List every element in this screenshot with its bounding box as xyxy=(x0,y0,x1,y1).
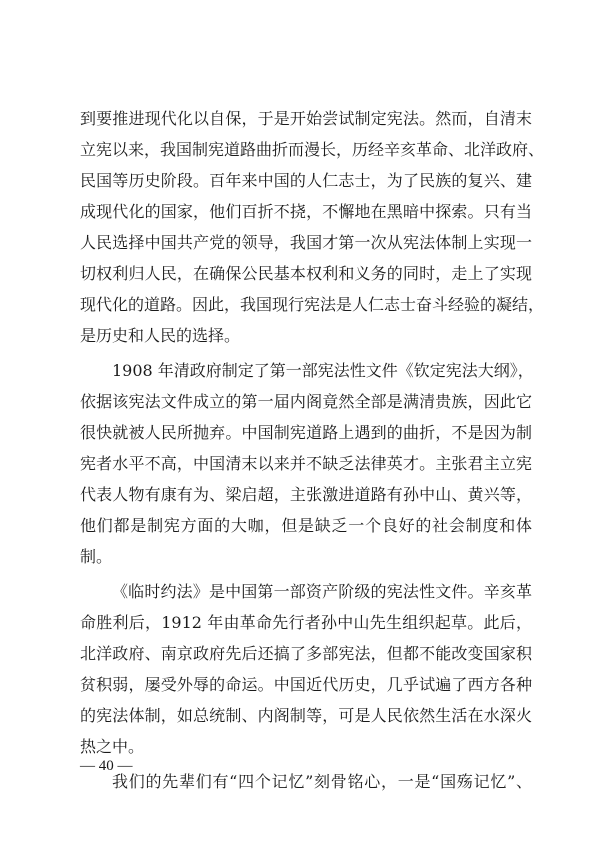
text-line: 的宪法体制，如总统制、内阁制等，可是人民依然生活在水深火 xyxy=(80,706,532,725)
text-line: 热之中。 xyxy=(80,737,145,756)
text-line: 民国等历史阶段。百年来中国的人仁志士，为了民族的复兴、建 xyxy=(80,171,532,190)
text-line: 人民选择中国共产党的领导，我国才第一次从宪法体制上实现一 xyxy=(80,233,532,252)
paragraph-3 xyxy=(80,576,532,762)
text-line: 北洋政府、南京政府先后还搞了多部宪法，但都不能改变国家积 xyxy=(80,644,532,663)
paragraph-1 xyxy=(80,103,545,351)
page-body xyxy=(80,103,545,801)
text-line: 到要推进现代化以自保，于是开始尝试制定宪法。然而，自清末 xyxy=(80,109,532,128)
text-line: 代表人物有康有为、梁启超，主张激进道路有孙中山、黄兴等， xyxy=(80,485,532,504)
text-line: 《临时约法》是中国第一部资产阶级的宪法性文件。辛亥革 xyxy=(112,582,532,601)
text-line: 宪者水平不高，中国清末以来并不缺乏法律英才。主张君主立宪 xyxy=(80,454,532,473)
text-line: 是历史和人民的选择。 xyxy=(80,326,241,345)
text-line: 制。 xyxy=(80,547,113,566)
text-line: 1908 年清政府制定了第一部宪法性文件《钦定宪法大纲》， xyxy=(112,361,534,380)
text-line: 贫积弱，屡受外辱的命运。中国近代历史，几乎试遍了西方各种 xyxy=(80,675,532,694)
text-line: 现代化的道路。因此，我国现行宪法是人仁志士奋斗经验的凝结， xyxy=(80,295,545,314)
text-line: 成现代化的国家，他们百折不挠，不懈地在黑暗中探索。只有当 xyxy=(80,202,532,221)
text-line: 我们的先辈们有“四个记忆”刻骨铭心，一是“国殇记忆”、 xyxy=(112,772,532,791)
paragraph-4 xyxy=(80,766,532,797)
page-number: — 40 — xyxy=(80,758,133,774)
text-line: 依据该宪法文件成立的第一届内阁竟然全部是满清贵族，因此它 xyxy=(80,392,532,411)
text-line: 切权利归人民，在确保公民基本权利和义务的同时，走上了实现 xyxy=(80,264,532,283)
paragraph-2 xyxy=(80,355,532,572)
text-line: 很快就被人民所抛弃。中国制宪道路上遇到的曲折，不是因为制 xyxy=(80,423,532,442)
text-line: 命胜利后，1912 年由革命先行者孙中山先生组织起草。此后， xyxy=(80,613,532,632)
text-line: 他们都是制宪方面的大咖，但是缺乏一个良好的社会制度和体 xyxy=(80,516,532,535)
text-line: 立宪以来，我国制宪道路曲折而漫长，历经辛亥革命、北洋政府、 xyxy=(80,140,545,159)
